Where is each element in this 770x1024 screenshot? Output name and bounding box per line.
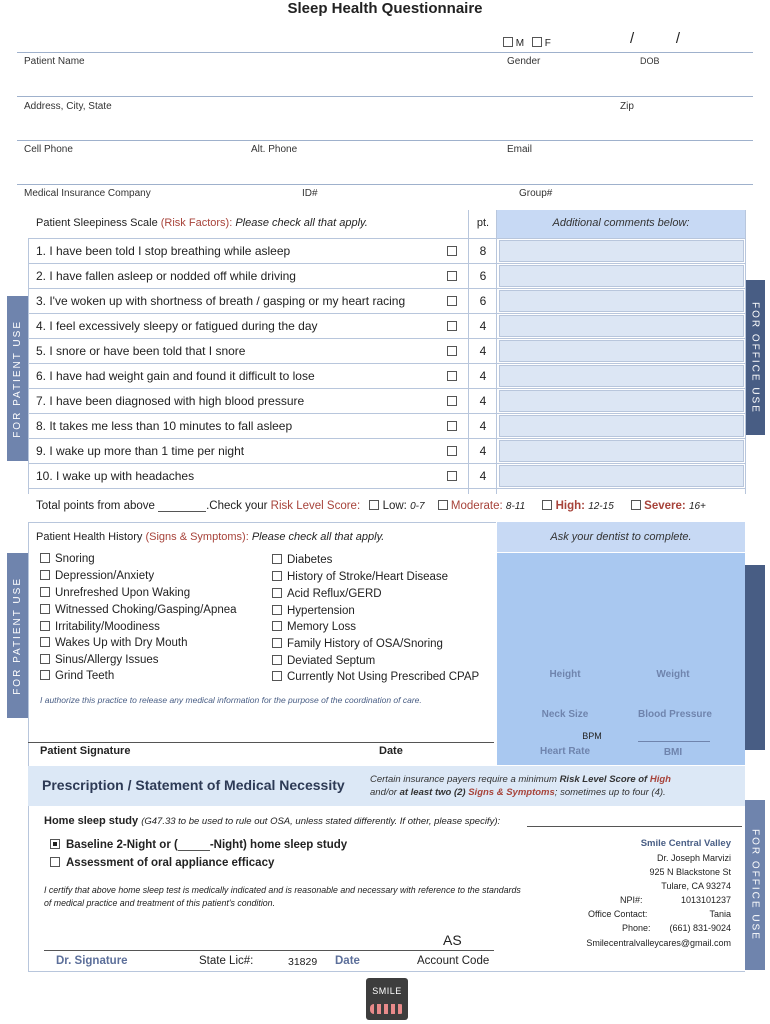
- risk-factor-points: 6: [479, 294, 487, 308]
- heart-rate-input[interactable]: [530, 722, 570, 742]
- address-label: Address, City, State: [24, 101, 112, 112]
- history-item[interactable]: Memory Loss: [272, 621, 356, 633]
- dr-signature-field[interactable]: [44, 920, 484, 950]
- severe-label: Severe:: [644, 500, 686, 512]
- office-city: Tulare, CA 93274: [661, 881, 731, 891]
- rx-bottom-line: [28, 971, 745, 972]
- account-code-label: Account Code: [417, 955, 490, 967]
- efficacy-option[interactable]: Assessment of oral appliance efficacy: [50, 857, 274, 869]
- insurance-field[interactable]: [17, 185, 753, 203]
- risk-factor-row: [28, 389, 745, 414]
- bpm-label: BPM: [582, 731, 602, 741]
- sleepiness-scale-heading: Patient Sleepiness Scale (Risk Factors): Please check all that apply.: [36, 217, 368, 229]
- rx-title: Prescription / Statement of Medical Necessity: [42, 777, 345, 793]
- history-left-border: [28, 522, 29, 767]
- baseline-checkbox[interactable]: [50, 839, 60, 849]
- risk-factor-text: 5. I snore or have been told that I snore: [36, 344, 246, 358]
- blood-pressure-label: Blood Pressure: [638, 709, 712, 720]
- office-use-tab-blank: [745, 565, 765, 750]
- risk-factor-checkbox[interactable]: [447, 446, 457, 456]
- risk-factor-row: [28, 464, 745, 489]
- risk-factor-checkbox[interactable]: [447, 346, 457, 356]
- scale-right-border: [745, 210, 746, 494]
- baseline-option[interactable]: Baseline 2-Night or ( -Night) home sleep study: [50, 839, 347, 851]
- certification-text: I certify that above home sleep test is medically indicated and is reasonable and necessary with reference to the standards of medical practice and treatment of this patient's condition.: [44, 885, 521, 908]
- for-patient-use-tab-2: FOR PATIENT USE: [7, 553, 28, 718]
- dr-date-label: Date: [335, 955, 360, 967]
- history-item[interactable]: Family History of OSA/Snoring: [272, 638, 443, 650]
- height-label: Height: [549, 669, 581, 680]
- moderate-range: 8-11: [505, 501, 526, 512]
- total-points-row: [36, 500, 706, 512]
- patient-name-field[interactable]: [17, 53, 753, 95]
- gender-options: [503, 37, 551, 49]
- risk-factor-checkbox[interactable]: [447, 296, 457, 306]
- authorization-text: I authorize this practice to release any medical information for the purpose of the coordination of care.: [40, 695, 422, 705]
- patient-signature-field[interactable]: [30, 712, 370, 742]
- risk-factor-text: 8. It takes me less than 10 minutes to fall asleep: [36, 419, 293, 433]
- for-office-use-tab-2: FOR OFFICE USE: [745, 800, 765, 970]
- risk-factor-points: 4: [479, 369, 487, 383]
- patient-signature-label: Patient Signature: [40, 745, 131, 757]
- id-label: ID#: [302, 188, 318, 199]
- risk-factor-text: 10. I wake up with headaches: [36, 469, 195, 483]
- patient-date-label: Date: [379, 745, 403, 757]
- comments-header: Additional comments below:: [497, 210, 745, 238]
- history-item[interactable]: Sinus/Allergy Issues: [40, 654, 159, 666]
- weight-label: Weight: [656, 669, 690, 680]
- efficacy-checkbox[interactable]: [50, 857, 60, 867]
- comment-field[interactable]: [499, 465, 744, 487]
- risk-factor-points: 4: [479, 344, 487, 358]
- height-input[interactable]: [530, 683, 600, 705]
- dr-signature-line: [44, 950, 494, 951]
- comment-field[interactable]: [499, 365, 744, 387]
- history-item[interactable]: Deviated Septum: [272, 655, 375, 667]
- for-office-use-tab-1: FOR OFFICE USE: [745, 280, 765, 435]
- risk-factor-text: 4. I feel excessively sleepy or fatigued during the day: [36, 319, 318, 333]
- weight-input[interactable]: [638, 683, 708, 705]
- comment-field[interactable]: [499, 315, 744, 337]
- comment-field[interactable]: [499, 415, 744, 437]
- rx-note: Certain insurance payers require a minimum Risk Level Score of High and/or at least two (2) Signs & Symptoms; sometimes up to four (4).: [370, 774, 671, 798]
- risk-factor-row: [28, 439, 745, 464]
- risk-factor-points: 6: [479, 269, 487, 283]
- patient-date-field[interactable]: [376, 712, 494, 742]
- comment-field[interactable]: [499, 390, 744, 412]
- practice-name: Smile Central Valley: [640, 838, 731, 849]
- dr-signature-label: Dr. Signature: [56, 955, 128, 967]
- risk-factor-text: 2. I have fallen asleep or nodded off while driving: [36, 269, 296, 283]
- health-history-heading: Patient Health History (Signs & Symptoms): Please check all that apply.: [36, 531, 385, 543]
- total-points-label: Total points from above: [36, 500, 155, 512]
- points-header: pt.: [476, 217, 490, 229]
- group-label: Group#: [519, 188, 553, 199]
- low-range: 0-7: [410, 501, 425, 512]
- smile-logo: [366, 978, 408, 1020]
- night-count-input[interactable]: [178, 839, 210, 851]
- comment-field[interactable]: [499, 340, 744, 362]
- risk-factor-checkbox[interactable]: [447, 246, 457, 256]
- history-top-line: [28, 522, 496, 523]
- check-your-label: .Check your: [206, 500, 268, 512]
- neck-size-label: Neck Size: [541, 709, 589, 720]
- risk-factor-text: 3. I've woken up with shortness of breath / gasping or my heart racing: [36, 294, 406, 308]
- gender-label: Gender: [507, 56, 541, 67]
- page-title: Sleep Health Questionnaire: [287, 0, 483, 17]
- dob-slashes: / /: [630, 30, 681, 47]
- risk-factor-points: 4: [479, 444, 487, 458]
- risk-factor-row: [28, 264, 745, 289]
- comment-field[interactable]: [499, 265, 744, 287]
- risk-factor-points: 4: [479, 319, 487, 333]
- risk-factor-checkbox[interactable]: [447, 321, 457, 331]
- comment-field[interactable]: [499, 290, 744, 312]
- history-item[interactable]: Wakes Up with Dry Mouth: [40, 637, 188, 649]
- low-risk-checkbox[interactable]: [369, 500, 379, 510]
- history-item[interactable]: Grind Teeth: [40, 670, 114, 682]
- history-item[interactable]: Currently Not Using Prescribed CPAP: [272, 671, 479, 683]
- moderate-label: Moderate:: [450, 500, 503, 512]
- risk-factor-checkbox[interactable]: [447, 271, 457, 281]
- alt-phone-label: Alt. Phone: [251, 144, 298, 155]
- risk-factor-row: [28, 414, 745, 439]
- heart-rate-label: Heart Rate: [539, 746, 591, 757]
- logo-text: SMILE: [372, 986, 402, 996]
- contact-line: Office Contact: Tania: [588, 909, 731, 919]
- severe-risk-checkbox[interactable]: [631, 500, 641, 510]
- severe-range: 16+: [688, 501, 706, 512]
- office-email: Smilecentralvalleycares@gmail.com: [586, 938, 731, 948]
- comment-field[interactable]: [499, 240, 744, 262]
- state-lic-value: 31829: [288, 956, 318, 968]
- low-label: Low:: [382, 500, 407, 512]
- gender-m-label: M: [515, 38, 525, 49]
- history-item[interactable]: Diabetes: [272, 554, 332, 566]
- history-item[interactable]: Snoring: [40, 553, 95, 565]
- risk-factor-points: 4: [479, 419, 487, 433]
- address-field[interactable]: [17, 97, 753, 139]
- risk-factor-text: 6. I have had weight gain and found it difficult to lose: [36, 369, 315, 383]
- risk-factor-points: 4: [479, 469, 487, 483]
- high-range: 12-15: [588, 501, 614, 512]
- risk-factor-checkbox[interactable]: [447, 471, 457, 481]
- zip-label: Zip: [620, 101, 634, 112]
- risk-factor-row: [28, 289, 745, 314]
- email-label: Email: [507, 144, 533, 155]
- bmi-label: BMI: [663, 747, 683, 758]
- risk-factor-row: [28, 314, 745, 339]
- moderate-risk-checkbox[interactable]: [438, 500, 448, 510]
- bmi-input[interactable]: [638, 722, 710, 742]
- patient-name-label: Patient Name: [24, 56, 85, 67]
- risk-factor-text: 1. I have been told I stop breathing while asleep: [36, 244, 291, 258]
- state-lic-label: State Lic#:: [199, 955, 254, 967]
- phone-line: Phone: (661) 831-9024: [622, 923, 731, 933]
- rx-left-border: [28, 806, 29, 971]
- office-street: 925 N Blackstone St: [649, 867, 731, 877]
- history-item[interactable]: Hypertension: [272, 605, 355, 617]
- gender-m-checkbox[interactable]: [503, 37, 513, 47]
- insurance-label: Medical Insurance Company: [24, 188, 151, 199]
- other-specify-input[interactable]: [527, 826, 742, 827]
- for-patient-use-tab-1: FOR PATIENT USE: [7, 296, 28, 461]
- history-item[interactable]: Acid Reflux/GERD: [272, 588, 382, 600]
- risk-factor-checkbox[interactable]: [447, 396, 457, 406]
- history-item[interactable]: Irritability/Moodiness: [40, 621, 160, 633]
- risk-factor-points: 4: [479, 394, 487, 408]
- history-item[interactable]: Witnessed Choking/Gasping/Apnea: [40, 604, 237, 616]
- initials: AS: [443, 932, 462, 948]
- risk-factor-text: 9. I wake up more than 1 time per night: [36, 444, 245, 458]
- total-points-input[interactable]: [158, 500, 206, 512]
- high-label: High:: [555, 500, 585, 512]
- history-item[interactable]: Depression/Anxiety: [40, 570, 154, 582]
- phone-email-field[interactable]: [17, 141, 753, 183]
- home-sleep-study-line: Home sleep study (G47.33 to be used to rule out OSA, unless stated differently. If other, please specify):: [44, 815, 501, 827]
- risk-factor-row: [28, 239, 745, 264]
- risk-factor-checkbox[interactable]: [447, 371, 457, 381]
- dentist-header: Ask your dentist to complete.: [497, 522, 745, 552]
- doctor-name: Dr. Joseph Marvizi: [656, 853, 731, 863]
- risk-factor-points: 8: [479, 244, 487, 258]
- history-item[interactable]: History of Stroke/Heart Disease: [272, 571, 448, 583]
- risk-factor-checkbox[interactable]: [447, 421, 457, 431]
- gender-f-label: F: [544, 38, 551, 49]
- dob-label: DOB: [640, 56, 660, 66]
- npi-line: NPI#: 1013101237: [620, 895, 731, 905]
- signature-line: [28, 742, 494, 743]
- gender-f-checkbox[interactable]: [532, 37, 542, 47]
- comment-field[interactable]: [499, 440, 744, 462]
- cell-phone-label: Cell Phone: [24, 144, 73, 155]
- risk-factor-text: 7. I have been diagnosed with high blood pressure: [36, 394, 305, 408]
- high-risk-checkbox[interactable]: [542, 500, 552, 510]
- risk-factor-row: [28, 364, 745, 389]
- history-item[interactable]: Unrefreshed Upon Waking: [40, 587, 190, 599]
- risk-level-label: Risk Level Score:: [270, 500, 361, 512]
- risk-factor-row: [28, 339, 745, 364]
- logo-wave-icon: [370, 1004, 404, 1014]
